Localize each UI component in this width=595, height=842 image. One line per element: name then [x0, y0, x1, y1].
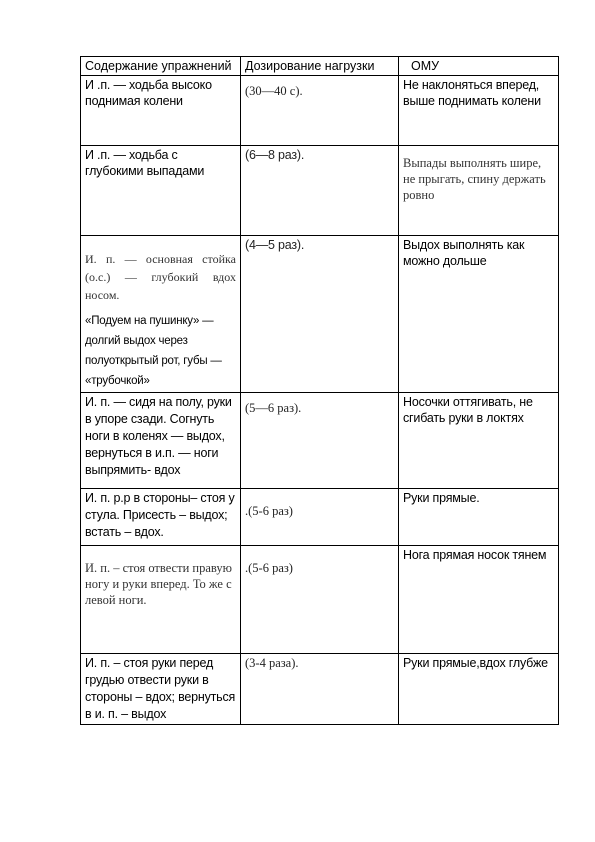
omu-cell: Руки прямые,вдох глубже: [399, 654, 559, 725]
omu-cell: Носочки оттягивать, не сгибать руки в локтях: [399, 393, 559, 489]
table-row: [81, 654, 559, 725]
header-exercise-content: Содержание упражнений: [81, 57, 241, 76]
exercise-table: [80, 56, 559, 725]
dosage-cell: (5—6 раз).: [241, 393, 399, 489]
exercise-cell: И .п. — ходьба с глубокими выпадами: [81, 146, 241, 236]
exercise-text: И. п. — основная стойка (о.с.) — глубокий вдох носом.: [85, 252, 236, 302]
exercise-cell: И .п. — ходьба высоко поднимая колени: [81, 76, 241, 146]
omu-cell: Не наклоняться вперед, выше поднимать колени: [399, 76, 559, 146]
table-row: [81, 76, 559, 146]
omu-cell: Руки прямые.: [399, 489, 559, 546]
exercise-text-bold: «Подуем на пушинку» — долгий выдох через полуоткрытый рот, губы — «трубочкой»: [85, 315, 222, 387]
dosage-cell: (3-4 раза).: [241, 654, 399, 725]
dosage-cell: (30—40 с).: [241, 76, 399, 146]
exercise-cell: И. п. – стоя руки перед грудью отвести руки в стороны – вдох; вернуться в и. п. – выдох: [81, 654, 241, 725]
table-header-row: [81, 57, 559, 76]
exercise-cell: И. п. – стоя отвести правую ногу и руки вперед. То же с левой ноги.: [81, 546, 241, 654]
header-omu: ОМУ: [399, 57, 559, 76]
table-row: [81, 146, 559, 236]
table-row: [81, 546, 559, 654]
omu-cell: Выпады выполнять шире, не прыгать, спину держать ровно: [399, 146, 559, 236]
table-row: [81, 236, 559, 393]
header-dosage: Дозирование нагрузки: [241, 57, 399, 76]
omu-cell: Выдох выполнять как можно дольше: [399, 236, 559, 393]
table-row: [81, 393, 559, 489]
table-row: [81, 489, 559, 546]
omu-cell: Нога прямая носок тянем: [399, 546, 559, 654]
dosage-cell: (4—5 раз).: [241, 236, 399, 393]
exercise-cell: И. п. — сидя на полу, руки в упоре сзади. Согнуть ноги в коленях — выдох, вернуться в и.п. — ноги выпрямить- вдох: [81, 393, 241, 489]
exercise-cell: И. п. р.р в стороны– стоя у стула. Присесть – выдох; встать – вдох.: [81, 489, 241, 546]
dosage-cell: .(5-6 раз): [241, 546, 399, 654]
dosage-cell: .(5-6 раз): [241, 489, 399, 546]
exercise-cell: [81, 236, 241, 393]
dosage-cell: (6—8 раз).: [241, 146, 399, 236]
